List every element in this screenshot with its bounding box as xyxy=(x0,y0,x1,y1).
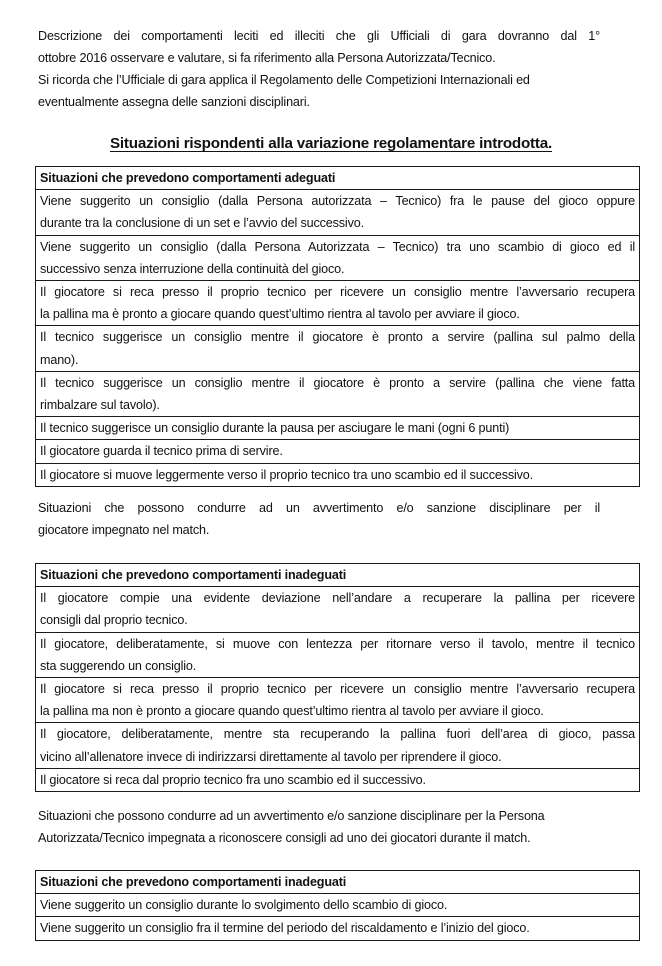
table-row xyxy=(36,440,640,463)
table-row xyxy=(36,917,640,940)
cell-line: Viene suggerito un consiglio (dalla Persona Autorizzata – Tecnico) tra uno scambio di gioco ed il xyxy=(40,239,635,254)
table-cell xyxy=(36,632,640,677)
table-row xyxy=(36,768,640,791)
cell-line: mano). xyxy=(40,352,79,367)
cell-line: Viene suggerito un consiglio (dalla Persona autorizzata – Tecnico) fra le pause del gioco oppure xyxy=(40,194,635,209)
note-line: Situazioni che possono condurre ad un avvertimento e/o sanzione disciplinare per la Persona xyxy=(38,809,545,823)
table-cell xyxy=(36,417,640,440)
cell-line: vicino all’allenatore invece di indirizzarsi direttamente al tavolo per riprendere il gioco. xyxy=(40,749,502,764)
table-header-row xyxy=(36,564,640,587)
cell-line: successivo senza interruzione della continuità del gioco. xyxy=(40,261,345,276)
table-header: Situazioni che prevedono comportamenti adeguati xyxy=(36,167,640,190)
table-row xyxy=(36,678,640,723)
cell-line: la pallina ma non è pronto a giocare quando quest’ultimo rientra al tavolo per avviare il gioco. xyxy=(40,704,544,719)
cell-line: Il giocatore compie una evidente deviazione nell’andare a recuperare la pallina per ricevere xyxy=(40,591,635,606)
table-cell xyxy=(36,281,640,326)
table-row xyxy=(36,417,640,440)
intro-line: ottobre 2016 osservare e valutare, si fa riferimento alla Persona Autorizzata/Tecnico. xyxy=(38,51,496,65)
adequate-behaviours-table xyxy=(35,166,640,487)
cell-line: rimbalzare sul tavolo). xyxy=(40,398,160,413)
cell-line: Il tecnico suggerisce un consiglio mentre il giocatore è pronto a servire (pallina sul palmo della xyxy=(40,330,635,345)
table-cell xyxy=(36,768,640,791)
cell-line: Il tecnico suggerisce un consiglio durante la pausa per asciugare le mani (ogni 6 punti) xyxy=(40,421,510,436)
table-row xyxy=(36,587,640,632)
table-cell xyxy=(36,723,640,768)
cell-line: la pallina ma è pronto a giocare quando quest’ultimo rientra al tavolo per avviare il gioco. xyxy=(40,307,520,322)
player-sanction-note xyxy=(38,497,638,541)
cell-line: consigli dal proprio tecnico. xyxy=(40,613,188,628)
table-cell xyxy=(36,917,640,940)
table-body xyxy=(36,587,640,792)
note-line: Situazioni che possono condurre ad un avvertimento e/o sanzione disciplinare per il xyxy=(38,501,600,515)
table-row xyxy=(36,463,640,486)
table-cell xyxy=(36,326,640,371)
cell-line: Il giocatore, deliberatamente, mentre sta recuperando la pallina fuori dell’area di gioco, passa xyxy=(40,727,635,742)
table-body xyxy=(36,894,640,940)
table-row xyxy=(36,894,640,917)
intro-line: Descrizione dei comportamenti leciti ed illeciti che gli Ufficiali di gara dovranno dal 1° xyxy=(38,29,600,43)
cell-line: Il giocatore si muove leggermente verso il proprio tecnico tra uno scambio ed il successivo. xyxy=(40,467,533,482)
table-row xyxy=(36,281,640,326)
table-row xyxy=(36,235,640,280)
cell-line: Il giocatore, deliberatamente, si muove con lentezza per ritornare verso il tavolo, mentre il tecnico xyxy=(40,636,635,651)
table-header-row xyxy=(36,167,640,190)
table-row xyxy=(36,723,640,768)
table-header-row xyxy=(36,871,640,894)
table-cell xyxy=(36,440,640,463)
table-row xyxy=(36,190,640,235)
cell-line: Il tecnico suggerisce un consiglio mentre il giocatore è pronto a servire (pallina che viene fatta xyxy=(40,375,635,390)
cell-line: Il giocatore guarda il tecnico prima di servire. xyxy=(40,444,283,459)
cell-line: Il giocatore si reca dal proprio tecnico fra uno scambio ed il successivo. xyxy=(40,772,426,787)
cell-line: durante tra la conclusione di un set e l’avvio del successivo. xyxy=(40,216,364,231)
table-cell xyxy=(36,678,640,723)
cell-line: Il giocatore si reca presso il proprio tecnico per ricevere un consiglio mentre l’avversario recupera xyxy=(40,682,635,697)
table-cell xyxy=(36,894,640,917)
table-row xyxy=(36,326,640,371)
table-cell xyxy=(36,235,640,280)
note-line: giocatore impegnato nel match. xyxy=(38,523,210,537)
inadequate-player-behaviours-table xyxy=(35,563,640,792)
table-body xyxy=(36,190,640,487)
table-row xyxy=(36,632,640,677)
cell-line: Viene suggerito un consiglio fra il termine del periodo del riscaldamento e l’inizio del gioco. xyxy=(40,921,530,936)
table-cell xyxy=(36,587,640,632)
table-cell xyxy=(36,371,640,416)
table-row xyxy=(36,371,640,416)
inadequate-coach-behaviours-table xyxy=(35,870,640,941)
table-cell xyxy=(36,463,640,486)
cell-line: Il giocatore si reca presso il proprio tecnico per ricevere un consiglio mentre l’avversario recupera xyxy=(40,285,635,300)
table-cell xyxy=(36,190,640,235)
cell-line: sta suggerendo un consiglio. xyxy=(40,658,197,673)
section-heading: Situazioni rispondenti alla variazione regolamentare introdotta. xyxy=(109,135,553,152)
intro-line: Si ricorda che l’Ufficiale di gara applica il Regolamento delle Competizioni Internazionali ed xyxy=(38,73,530,87)
coach-sanction-note xyxy=(38,805,638,849)
intro-line: eventualmente assegna delle sanzioni disciplinari. xyxy=(38,95,310,109)
table-header: Situazioni che prevedono comportamenti inadeguati xyxy=(36,871,640,894)
cell-line: Viene suggerito un consiglio durante lo svolgimento dello scambio di gioco. xyxy=(40,898,448,913)
intro-paragraph xyxy=(38,25,600,113)
note-line: Autorizzata/Tecnico impegnata a riconoscere consigli ad uno dei giocatori durante il match. xyxy=(38,831,531,845)
table-header: Situazioni che prevedono comportamenti inadeguati xyxy=(36,564,640,587)
